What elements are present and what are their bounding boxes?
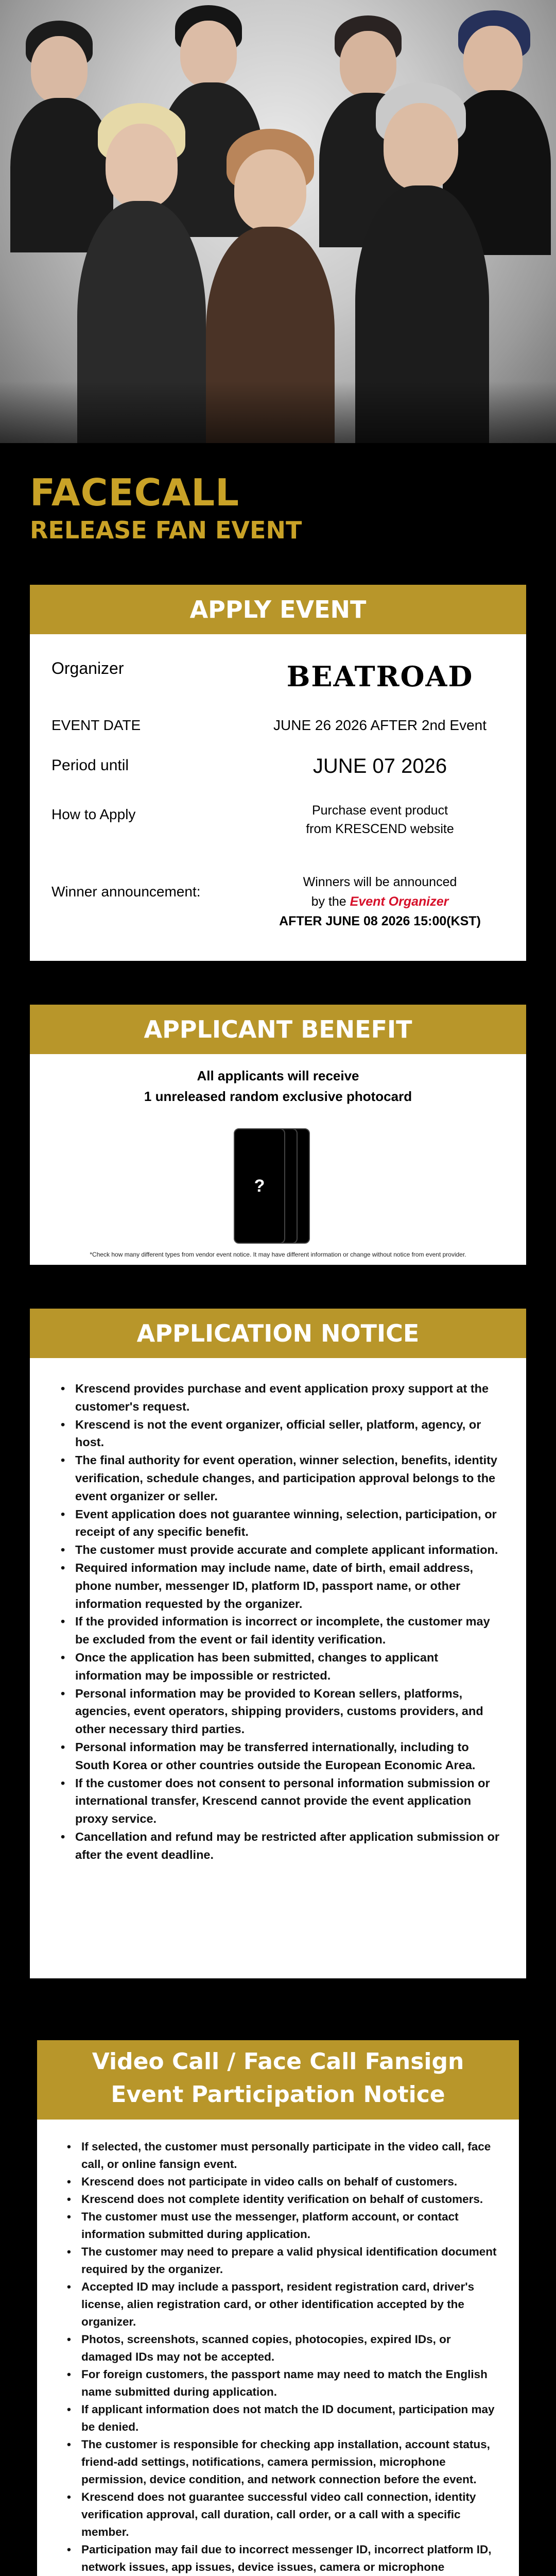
title-main: FACECALL	[30, 471, 239, 514]
list-item: • Krescend does not participate in video calls on behalf of customers.	[67, 2173, 499, 2191]
video-call-notice-panel	[37, 2040, 519, 2576]
winner-line3: AFTER JUNE 08 2026 15:00(KST)	[279, 914, 481, 928]
hero-group-photo	[0, 0, 556, 443]
video-call-notice-list	[67, 2138, 499, 2576]
photocard-mark: ?	[254, 1176, 265, 1196]
video-call-header-line2: Event Participation Notice	[111, 2081, 445, 2108]
list-item: • Krescend does not guarantee successful video call connection, identity verification approval, call duration, call order, or a call with a specific member.	[67, 2488, 499, 2541]
video-call-header-line1: Video Call / Face Call Fansign	[92, 2048, 464, 2075]
photocard-front	[234, 1128, 285, 1244]
period-row	[30, 750, 526, 786]
list-item: • Krescend provides purchase and event application proxy support at the customer's request.	[61, 1380, 503, 1416]
event-organizer-highlight: Event Organizer	[350, 894, 449, 909]
winner-line2-prefix: by the	[311, 894, 350, 909]
period-label: Period until	[51, 757, 129, 774]
event-title	[30, 471, 302, 544]
list-item: • If applicant information does not match the ID document, participation may be denied.	[67, 2401, 499, 2436]
list-item: • The customer is responsible for checking app installation, account status, friend-add settings, notifications, camera permission, microphone permission, device condition, and network connection before the event.	[67, 2436, 499, 2488]
application-notice-list	[61, 1380, 503, 1864]
apply-event-panel	[30, 585, 526, 961]
event-date-row	[30, 711, 526, 742]
hero-fade	[0, 381, 556, 443]
list-item: • The customer must provide accurate and complete applicant information.	[61, 1541, 503, 1559]
list-item: • The customer may need to prepare a valid physical identification document required by the organizer.	[67, 2243, 499, 2278]
benefit-line1: All applicants will receive	[197, 1068, 359, 1083]
list-item: • Cancellation and refund may be restricted after application submission or after the event deadline.	[61, 1828, 503, 1864]
winner-label: Winner announcement:	[51, 884, 201, 900]
organizer-logo: BEATROAD	[286, 660, 474, 693]
list-item: • Event application does not guarantee winning, selection, participation, or receipt of any specific benefit.	[61, 1505, 503, 1541]
organizer-row	[30, 646, 526, 702]
apply-event-header: APPLY EVENT	[30, 585, 526, 634]
list-item: • Personal information may be provided to Korean sellers, platforms, agencies, event operators, shipping providers, customs providers, and other necessary third parties.	[61, 1685, 503, 1738]
applicant-benefit-panel	[30, 1005, 526, 1265]
winner-line2	[256, 892, 503, 911]
application-notice-panel	[30, 1309, 526, 1978]
list-item: • Required information may include name, date of birth, email address, phone number, messenger ID, platform ID, passport name, or other information requested by the organizer.	[61, 1559, 503, 1613]
list-item: • If selected, the customer must personally participate in the video call, face call, or online fansign event.	[67, 2138, 499, 2173]
list-item: • For foreign customers, the passport name may need to match the English name submitted during application.	[67, 2366, 499, 2401]
title-sub: RELEASE FAN EVENT	[30, 516, 302, 544]
list-item: • Participation may fail due to incorrect messenger ID, incorrect platform ID, network issues, app issues, device issues, camera or microphone	[67, 2541, 499, 2576]
how-to-apply-line1: Purchase event product	[311, 803, 448, 818]
how-to-apply-line2: from KRESCEND website	[306, 822, 454, 836]
list-item: • Accepted ID may include a passport, resident registration card, driver's license, alien registration card, or other identification accepted by the organizer.	[67, 2278, 499, 2331]
benefit-text	[30, 1065, 526, 1107]
organizer-label: Organizer	[51, 659, 124, 677]
list-item: • The final authority for event operation, winner selection, benefits, identity verification, schedule changes, and participation approval belongs to the event organizer or seller.	[61, 1451, 503, 1505]
list-item: • Once the application has been submitted, changes to applicant information may be impossible or restricted.	[61, 1649, 503, 1685]
list-item: • Personal information may be transferred internationally, including to South Korea or other countries outside the European Economic Area.	[61, 1738, 503, 1774]
list-item: • Krescend is not the event organizer, official seller, platform, agency, or host.	[61, 1416, 503, 1452]
how-to-apply-label: How to Apply	[51, 806, 136, 822]
list-item: • Krescend does not complete identity verification on behalf of customers.	[67, 2191, 499, 2208]
applicant-benefit-header: APPLICANT BENEFIT	[30, 1005, 526, 1054]
benefit-fine-print: *Check how many different types from vendor event notice. It may have different information or change without notice from event provider.	[90, 1251, 466, 1258]
list-item: • The customer must use the messenger, platform account, or contact information submitted during application.	[67, 2208, 499, 2243]
how-to-apply-row	[30, 796, 526, 848]
event-date-value: JUNE 26 2026 AFTER 2nd Event	[273, 717, 486, 733]
period-value: JUNE 07 2026	[312, 755, 447, 777]
benefit-line2: 1 unreleased random exclusive photocard	[144, 1089, 412, 1104]
winner-row	[30, 867, 526, 944]
video-call-notice-header	[37, 2040, 519, 2120]
event-date-label: EVENT DATE	[51, 717, 141, 733]
list-item: • If the provided information is incorrect or incomplete, the customer may be excluded from the event or fail identity verification.	[61, 1613, 503, 1649]
how-to-apply-value	[256, 801, 503, 838]
list-item: • If the customer does not consent to personal information submission or international transfer, Krescend cannot provide the event application proxy service.	[61, 1774, 503, 1828]
winner-line1: Winners will be announced	[303, 875, 457, 889]
application-notice-header: APPLICATION NOTICE	[30, 1309, 526, 1358]
list-item: • Photos, screenshots, scanned copies, photocopies, expired IDs, or damaged IDs may not be accepted.	[67, 2331, 499, 2366]
winner-value	[256, 872, 503, 931]
